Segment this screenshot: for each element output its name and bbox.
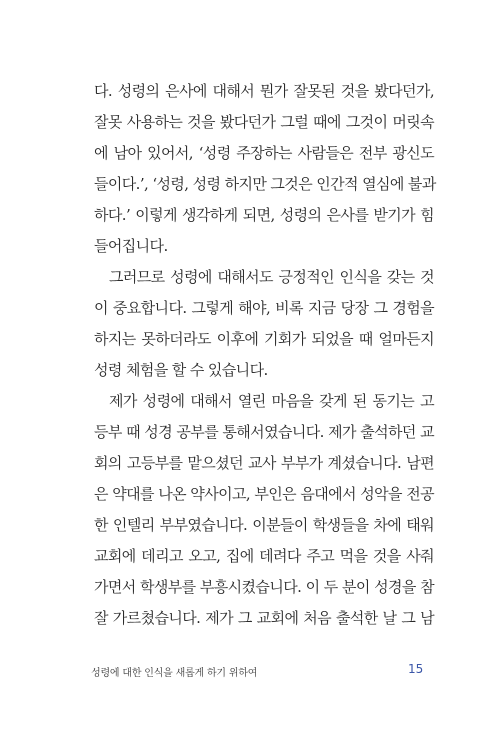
running-footer-title: 성령에 대한 인식을 새롭게 하기 위하여 xyxy=(91,668,258,679)
text-line: 에 남아 있어서, ‘성령 주장하는 사람들은 전부 광신도 xyxy=(94,144,434,162)
body-text xyxy=(94,76,434,634)
text-line: 교회에 데리고 오고, 집에 데려다 주고 먹을 것을 사줘 xyxy=(94,547,434,565)
text-line: 제가 성령에 대해서 열린 마음을 갖게 된 동기는 고 xyxy=(109,392,434,410)
text-line: 들어집니다. xyxy=(94,237,168,255)
text-line: 회의 고등부를 맡으셨던 교사 부부가 계셨습니다. 남편 xyxy=(94,454,434,472)
text-line: 하지는 못하더라도 이후에 기회가 되었을 때 얼마든지 xyxy=(94,330,434,348)
text-line: 잘못 사용하는 것을 봤다던가 그럴 때에 그것이 머릿속 xyxy=(94,113,434,131)
text-line: 이 중요합니다. 그렇게 해야, 비록 지금 당장 그 경험을 xyxy=(94,299,434,317)
text-line: 가면서 학생부를 부흥시켰습니다. 이 두 분이 성경을 참 xyxy=(94,578,434,596)
text-line: 은 약대를 나온 약사이고, 부인은 음대에서 성악을 전공 xyxy=(94,485,434,503)
text-line: 그러므로 성령에 대해서도 긍정적인 인식을 갖는 것 xyxy=(109,268,434,286)
text-line: 성령 체험을 할 수 있습니다. xyxy=(94,361,268,379)
page-number: 15 xyxy=(408,662,424,676)
text-line: 한 인텔리 부부였습니다. 이분들이 학생들을 차에 태워 xyxy=(94,516,434,534)
text-line: 잘 가르쳤습니다. 제가 그 교회에 처음 출석한 날 그 남 xyxy=(94,609,434,627)
text-line: 들이다.’, ‘성령, 성령 하지만 그것은 인간적 열심에 불과 xyxy=(94,175,436,193)
text-line: 등부 때 성경 공부를 통해서였습니다. 제가 출석하던 교 xyxy=(94,423,434,441)
text-line: 다. 성령의 은사에 대해서 뭔가 잘못된 것을 봤다던가, xyxy=(94,82,434,100)
text-line: 하다.’ 이렇게 생각하게 되면, 성령의 은사를 받기가 힘 xyxy=(94,206,434,224)
